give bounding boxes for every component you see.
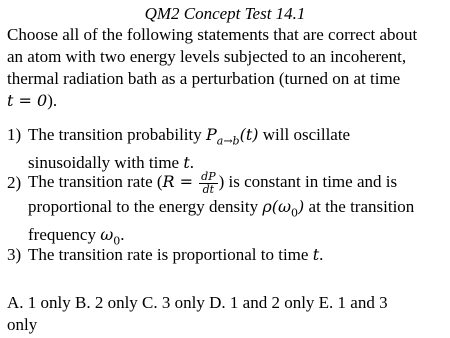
statement-2 — [7, 168, 447, 248]
statement-text-segment: proportional to the energy density — [28, 197, 263, 216]
statement-text-segment: at the transition — [304, 197, 415, 216]
omega-subscript: 0 — [291, 206, 299, 220]
statement-text-segment: . — [319, 245, 324, 264]
statement-line — [28, 244, 448, 266]
answer-choices-line-1: A. 1 only B. 2 only C. 3 only D. 1 and 2 only E. 1 and 3 — [7, 293, 388, 312]
answer-choices — [7, 292, 447, 336]
statement-text-segment: The transition rate is proportional to time — [28, 245, 313, 264]
statement-text-segment: sinusoidally with time — [28, 153, 184, 173]
statement-text-segment: will oscillate — [258, 125, 351, 144]
rate-fraction — [199, 171, 217, 196]
statement-text-segment: The transition rate ( — [28, 172, 163, 191]
statement-text — [28, 244, 448, 266]
statement-line — [28, 168, 448, 196]
statement-text — [28, 168, 448, 253]
statement-text-segment: . — [189, 153, 195, 173]
statement-line — [28, 124, 448, 152]
probability-argument: (t) — [239, 125, 259, 144]
energy-density-symbol: ρ(ω — [262, 197, 292, 216]
statement-text — [28, 124, 448, 174]
fraction-numerator: dP — [201, 169, 216, 183]
prompt-line-4 — [7, 90, 447, 112]
slide-title: QM2 Concept Test 14.1 — [144, 4, 306, 23]
statement-number: 2) — [7, 173, 22, 192]
statement-text-segment: The transition probability — [28, 125, 206, 144]
probability-subscript: a→b — [216, 134, 240, 148]
time-symbol: t — [183, 153, 190, 173]
probability-symbol: P — [206, 125, 217, 144]
prompt-line-4-tail: ). — [47, 91, 58, 110]
statement-number: 3) — [7, 245, 22, 264]
statement-1 — [7, 124, 447, 173]
statement-number: 1) — [7, 125, 22, 144]
statement-3 — [7, 244, 447, 266]
statement-text-segment: . — [120, 225, 125, 245]
statement-line — [28, 196, 448, 224]
frequency-symbol: ω — [100, 225, 114, 245]
question-prompt — [7, 24, 447, 112]
fraction-denominator: dt — [202, 182, 215, 196]
prompt-line-2: an atom with two energy levels subjected to an incoherent, — [7, 47, 407, 66]
time-zero-math: t = 0 — [7, 91, 48, 110]
prompt-line-3: thermal radiation bath as a perturbation (turned on at time — [7, 69, 401, 88]
energy-density-close: ) — [298, 197, 305, 216]
time-symbol: t — [312, 245, 320, 264]
prompt-line-1: Choose all of the following statements that are correct about — [7, 25, 418, 44]
statement-text-segment: frequency — [28, 225, 101, 245]
frequency-subscript: 0 — [113, 234, 121, 248]
rate-symbol: R = — [162, 172, 199, 191]
statement-text-segment: ) is constant in time and is — [218, 172, 398, 191]
answer-choices-line-2: only — [7, 315, 38, 334]
